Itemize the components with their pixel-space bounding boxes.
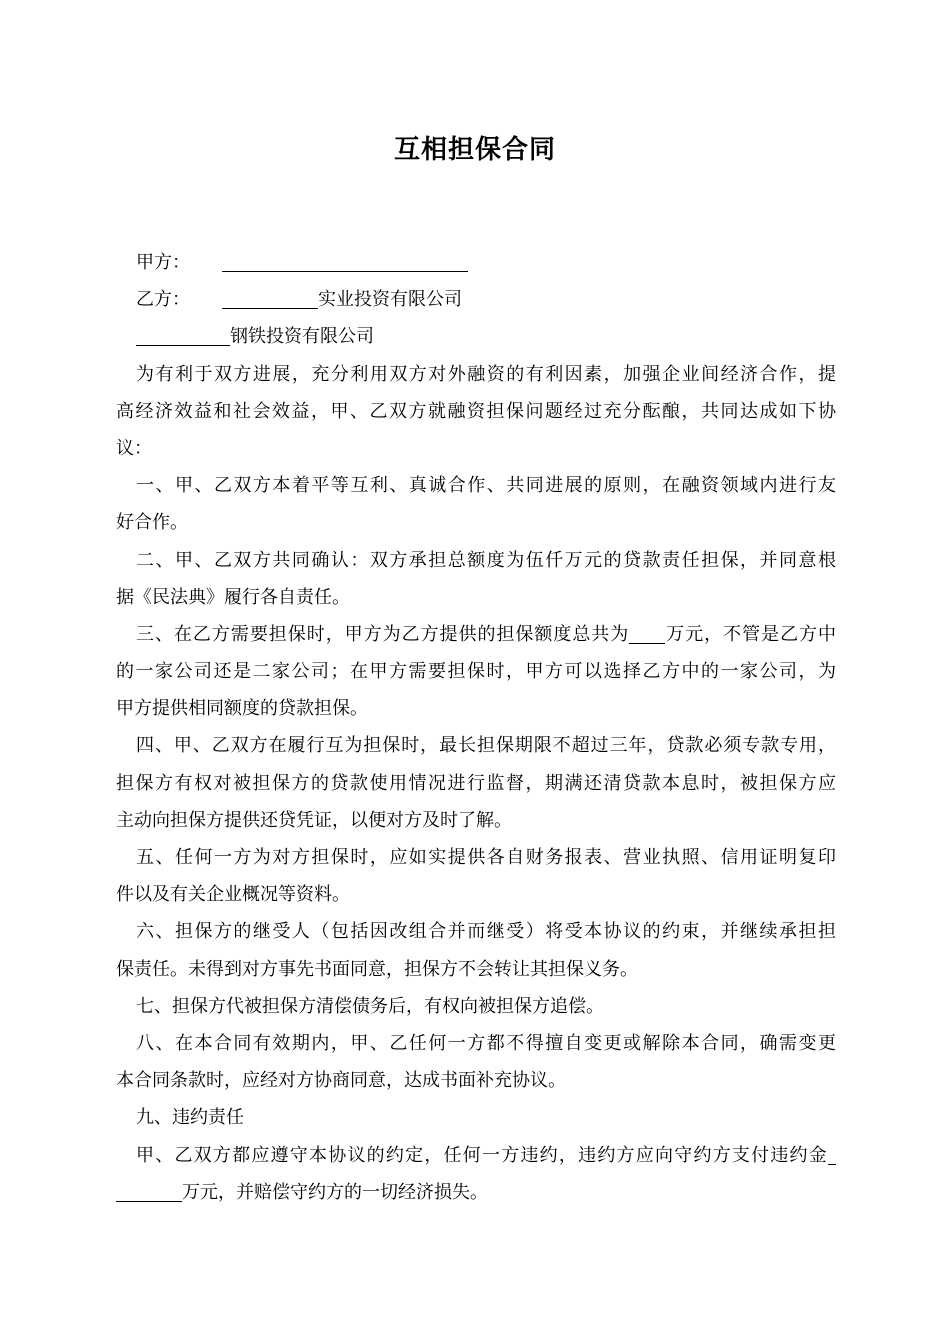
clause-2-line-2: 据《民法典》履行各自责任。 [116,586,350,608]
clause-6-line-1: 六、担保方的继受人（包括因改组合并而继受）将受本协议的约束，并继续承担担 [136,921,836,943]
clause-5-line-2: 件以及有关企业概况等资料。 [116,884,350,906]
document-title: 互相担保合同 [393,135,556,165]
clause-3-text-a: 三、在乙方需要担保时，甲方为乙方提供的担保额度总共为 [136,623,630,645]
clause-4-line-2: 担保方有权对被担保方的贷款使用情况进行监督，期满还清贷款本息时，被担保方应 [116,772,836,794]
clause-3-line-3: 甲方提供相同额度的贷款担保。 [116,698,368,720]
clause-5-line-1: 五、任何一方为对方担保时，应如实提供各自财务报表、营业执照、信用证明复印 [136,847,836,868]
party-b-company2-blank [136,323,230,346]
party-b-label: 乙方： [136,289,190,311]
clause-9-text-a: 甲、乙双方都应遵守本协议的约定，任何一方违约，违约方应向守约方支付违约金 [136,1144,828,1166]
party-b-company2: 钢铁投资有限公司 [230,326,374,348]
clause-3-line-2: 的一家公司还是二家公司；在甲方需要担保时，甲方可以选择乙方中的一家公司，为 [116,661,836,683]
party-b-line [116,281,836,318]
clause-9-text-b: 万元，并赔偿守约方的一切经济损失。 [182,1181,488,1203]
preamble-line-1: 为有利于双方进展，充分利用双方对外融资的有利因素，加强企业间经济合作，提 [136,363,836,385]
party-a-line [116,244,836,281]
clause-4-line-1: 四、甲、乙双方在履行互为担保时，最长担保期限不超过三年，贷款必须专款专用， [136,735,836,757]
penalty-blank-end [116,1179,182,1202]
party-a-blank [222,249,468,272]
clause-8-line-2: 本合同条款时，应经对方协商同意，达成书面补充协议。 [116,1070,566,1092]
clause-3-text-b: 万元，不管是乙方中 [665,623,837,645]
preamble-line-2: 高经济效益和社会效益，甲、乙双方就融资担保问题经过充分酝酿，共同达成如下协 [116,400,836,422]
clause-8-line-1: 八、在本合同有效期内，甲、乙任何一方都不得擅自变更或解除本合同，确需变更 [136,1032,836,1054]
clause-2-line-1: 二、甲、乙双方共同确认：双方承担总额度为伍仟万元的贷款责任担保，并同意根 [136,549,836,571]
party-b-blank [222,286,318,309]
penalty-blank-start [828,1142,836,1165]
clause-4-line-3: 主动向担保方提供还贷凭证，以便对方及时了解。 [116,809,512,831]
clause-9-line-1 [116,1137,836,1174]
party-a-label: 甲方： [136,252,190,273]
clause-1-line-1: 一、甲、乙双方本着平等互利、真诚合作、共同进展的原则，在融资领域内进行友 [136,475,836,497]
clause-9-heading: 九、违约责任 [136,1107,244,1129]
party-b-company1: 实业投资有限公司 [318,289,462,311]
clause-9-line-2 [116,1174,836,1211]
clause-6-line-2: 保责任。未得到对方事先书面同意，担保方不会转让其担保义务。 [116,958,638,980]
clause-7-line-1: 七、担保方代被担保方清偿债务后，有权向被担保方追偿。 [136,995,604,1017]
clause-3-line-1 [116,616,836,653]
contract-body [116,244,836,1211]
party-b-second-line [116,318,836,355]
clause-3-amount-blank [629,621,665,644]
clause-1-line-2: 好合作。 [116,512,188,534]
preamble-line-3: 议： [116,437,152,459]
